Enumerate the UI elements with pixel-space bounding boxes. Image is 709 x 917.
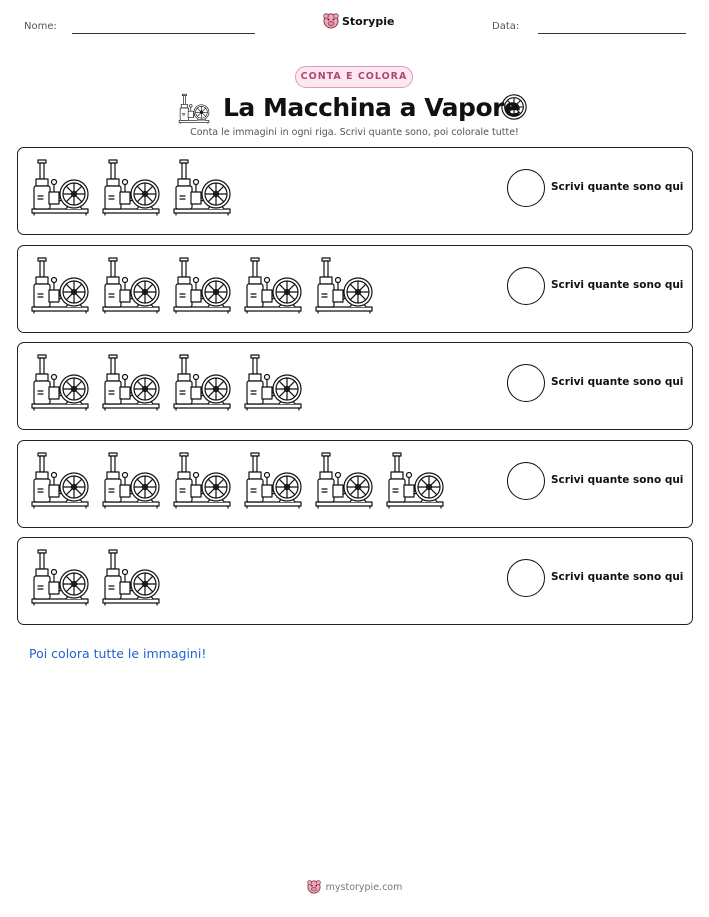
steam-engine-icon[interactable] [314,254,374,314]
wheel-icon [500,93,528,121]
answer-circle[interactable] [507,169,545,207]
picture-group [30,351,303,411]
name-field-line[interactable] [72,33,255,34]
answer-label: Scrivi quante sono qui [551,376,684,388]
worksheet-header [0,0,709,46]
steam-engine-icon[interactable] [172,449,232,509]
coloring-note: Poi colora tutte le immagini! [29,646,207,661]
answer-label: Scrivi quante sono qui [551,181,684,193]
brand-logo [323,13,394,29]
steam-engine-icon[interactable] [243,351,303,411]
answer-label: Scrivi quante sono qui [551,278,684,291]
steam-engine-icon [178,92,210,124]
answer-circle[interactable] [507,267,545,305]
steam-engine-icon[interactable] [101,449,161,509]
steam-engine-icon[interactable] [30,546,90,606]
pig-logo-icon [323,13,339,29]
answer-circle[interactable] [507,364,545,402]
steam-engine-icon[interactable] [101,351,161,411]
counting-row [17,440,693,528]
steam-engine-icon[interactable] [172,156,232,216]
steam-engine-icon[interactable] [30,254,90,314]
counting-row [17,147,693,235]
steam-engine-icon[interactable] [172,254,232,314]
picture-group [30,254,374,314]
steam-engine-icon[interactable] [243,254,303,314]
footer [0,880,709,894]
picture-group [30,156,232,216]
steam-engine-icon[interactable] [101,546,161,606]
category-badge: CONTA E COLORA [295,66,413,88]
steam-engine-icon[interactable] [172,351,232,411]
picture-group [30,449,445,509]
answer-circle[interactable] [507,462,545,500]
steam-engine-icon[interactable] [101,254,161,314]
answer-label: Scrivi quante sono qui [551,571,684,583]
steam-engine-icon[interactable] [314,449,374,509]
answer-circle[interactable] [507,559,545,597]
steam-engine-icon[interactable] [101,156,161,216]
date-field-line[interactable] [538,33,686,34]
instructions: Conta le immagini in ogni riga. Scrivi quante sono, poi colorale tutte! [190,127,519,138]
counting-row [17,342,693,430]
steam-engine-icon[interactable] [30,351,90,411]
answer-label: Scrivi quante sono qui [551,473,684,486]
page-title: La Macchina a Vapore [223,93,521,122]
name-label: Nome: [24,21,57,32]
pig-logo-icon [307,880,321,894]
footer-url: mystorypie.com [325,881,403,893]
date-label: Data: [492,21,520,32]
brand-name: Storypie [342,14,395,28]
steam-engine-icon[interactable] [30,156,90,216]
counting-row [17,537,693,625]
steam-engine-icon[interactable] [243,449,303,509]
counting-rows [17,147,693,635]
steam-engine-icon[interactable] [30,449,90,509]
counting-row [17,245,693,333]
picture-group [30,546,161,606]
steam-engine-icon[interactable] [385,449,445,509]
title-row [0,90,709,126]
